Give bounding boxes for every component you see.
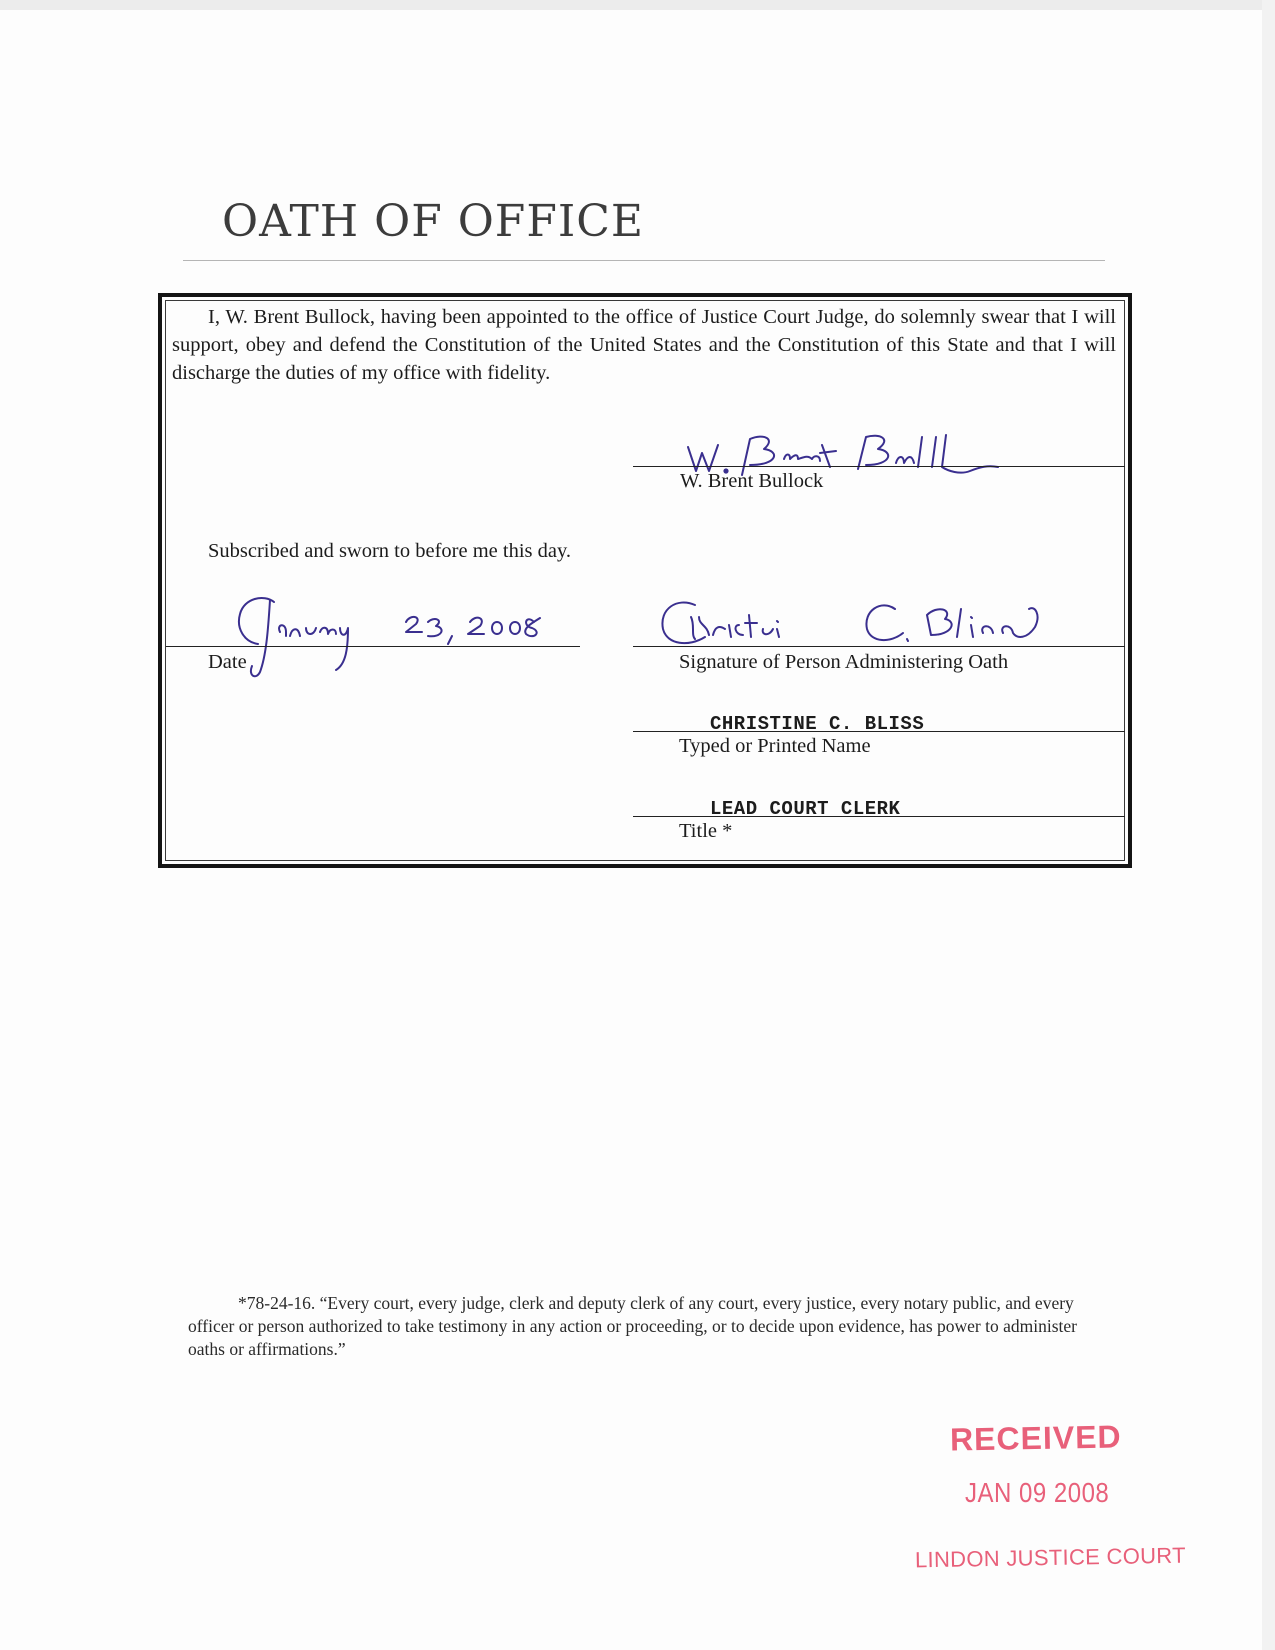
received-stamp-court: LINDON JUSTICE COURT — [914, 1542, 1187, 1573]
date-line — [166, 646, 580, 647]
affiant-name-caption: W. Brent Bullock — [680, 470, 824, 492]
affiant-signature-line — [633, 466, 1125, 467]
received-stamp-date: JAN 09 2008 — [965, 1477, 1110, 1509]
scan-edge-top — [0, 0, 1275, 10]
title-line — [633, 816, 1125, 817]
date-handwriting — [230, 592, 590, 682]
sworn-statement: Subscribed and sworn to before me this day. — [208, 540, 572, 562]
title-label: Title * — [679, 820, 733, 842]
statute-footnote: *78-24-16. “Every court, every judge, clerk and deputy clerk of any court, every justice, every notary public, and every officer or person authorized to take testimony in any action or proceeding, or to decide upon evidence, has power to administer oaths or affirmations.” — [188, 1293, 1077, 1359]
printed-name-label: Typed or Printed Name — [679, 735, 871, 757]
administrator-printed-name: CHRISTINE C. BLISS — [710, 713, 925, 735]
received-stamp-heading: RECEIVED — [949, 1418, 1122, 1458]
administrator-signature-caption: Signature of Person Administering Oath — [679, 651, 1009, 673]
printed-name-line — [633, 731, 1125, 732]
oath-statement: I, W. Brent Bullock, having been appointed to the office of Justice Court Judge, do solemnly swear that I will support, obey and defend the Constitution of the United States and the Constitution of this State and that I will discharge the duties of my office with fidelity. — [172, 306, 1116, 384]
date-label: Date — [208, 651, 247, 673]
administrator-signature-line — [633, 646, 1125, 647]
title-divider — [183, 260, 1105, 261]
administrator-title: LEAD COURT CLERK — [710, 798, 901, 820]
scan-edge-right — [1262, 0, 1275, 1650]
page-title: OATH OF OFFICE — [222, 196, 645, 247]
